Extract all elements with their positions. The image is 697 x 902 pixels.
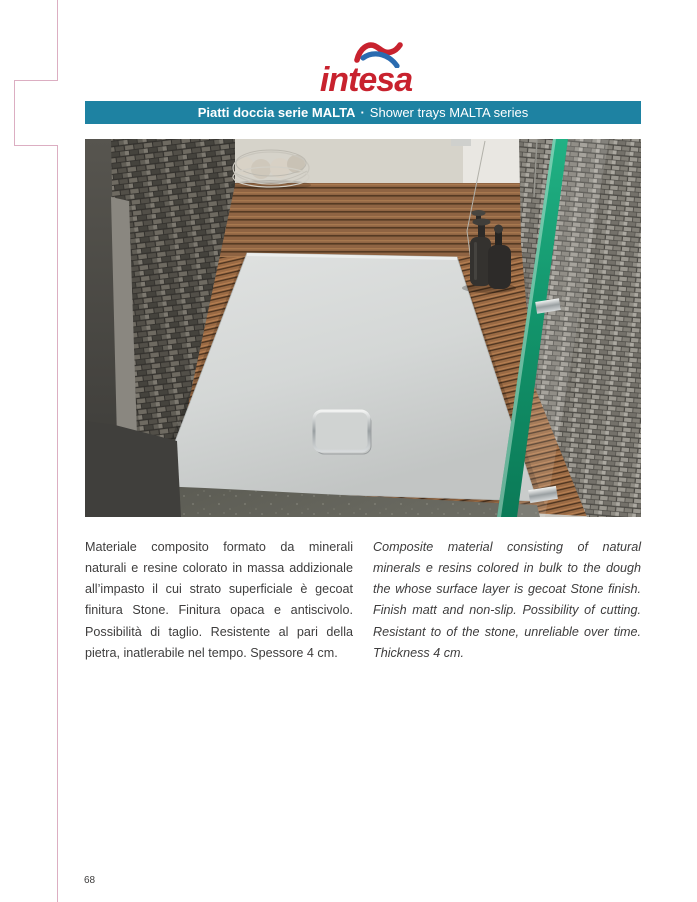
description-english: Composite material consisting of natural minerals e resins colored in bulk to the dough the whose surface layer is gecoat Stone finish. Finish matt and non-slip. Possibility of cutting. Resistant to of the stone, unreliable over time. Thickness 4 cm. — [373, 539, 641, 661]
description-italian: Materiale composito formato da minerali naturali e resine colorato in massa addizionale all’impasto il cui strato superficiale è gecoat finitura Stone. Finitura opaca e antiscivolo. Possibilità di taglio. Resistente al pari della pietra, inatlerabile nel tempo. Spessore 4 cm. — [85, 539, 353, 661]
crop-mark-line — [14, 80, 58, 81]
product-description — [85, 524, 641, 677]
crop-mark-line — [57, 145, 58, 902]
series-title-italian: Piatti doccia serie MALTA — [197, 105, 356, 120]
series-title-english: Shower trays MALTA series — [369, 105, 529, 120]
intesa-logo — [316, 44, 416, 100]
product-photo — [85, 139, 641, 517]
drain-cover — [314, 411, 371, 454]
crop-mark-line — [14, 80, 15, 146]
page-number: 68 — [84, 875, 96, 886]
title-separator: · — [360, 105, 365, 120]
series-header-bar — [85, 101, 641, 124]
crop-mark-line — [57, 0, 58, 81]
logo-wordmark: intesa — [319, 61, 413, 99]
crop-mark-line — [14, 145, 58, 146]
